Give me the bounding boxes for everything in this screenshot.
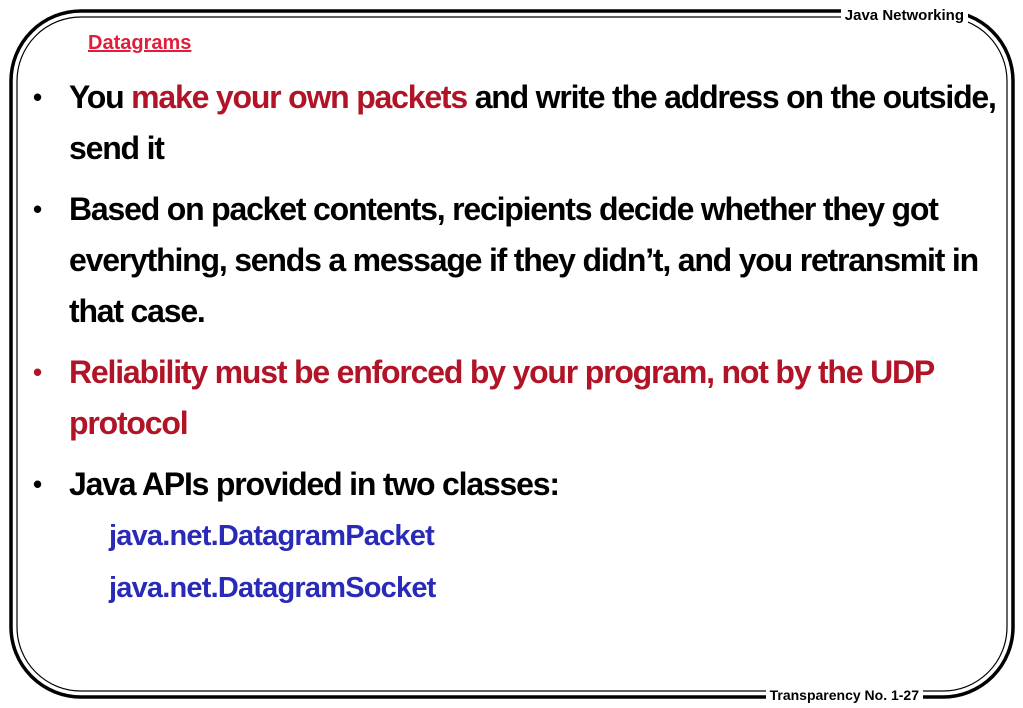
sub-bullet-item (28, 510, 1003, 562)
bullet-item (28, 459, 1003, 510)
bullet-emphasis: make your own packets (131, 79, 467, 115)
bullet-text: You (69, 79, 132, 115)
running-header: Java Networking (841, 7, 968, 24)
sub-bullet-text: java.net.DatagramSocket (109, 572, 436, 604)
bullet-item (28, 72, 1003, 174)
sub-bullet-item (28, 562, 1003, 614)
bullet-item (28, 184, 1003, 337)
bullet-dot-icon: • (33, 357, 41, 387)
bullet-text: Java APIs provided in two classes: (69, 466, 559, 502)
bullet-text: Based on packet contents, recipients decide whether they got everything, sends a message if they didn’t, and you retransmit in that case. (69, 191, 978, 329)
bullet-text: Reliability must be enforced by your program, not by the UDP protocol (69, 354, 934, 441)
bullet-dot-icon: • (33, 469, 41, 499)
bullet-item (28, 347, 1003, 449)
page-number-footer: Transparency No. 1-27 (766, 687, 923, 703)
bullet-dot-icon: • (33, 194, 41, 224)
sub-bullet-text: java.net.DatagramPacket (109, 520, 434, 552)
slide-title: Datagrams (88, 32, 192, 54)
slide-content (28, 72, 1003, 614)
bullet-text: and write the address on the outside, send it (69, 79, 996, 166)
bullet-dot-icon: • (33, 82, 41, 112)
